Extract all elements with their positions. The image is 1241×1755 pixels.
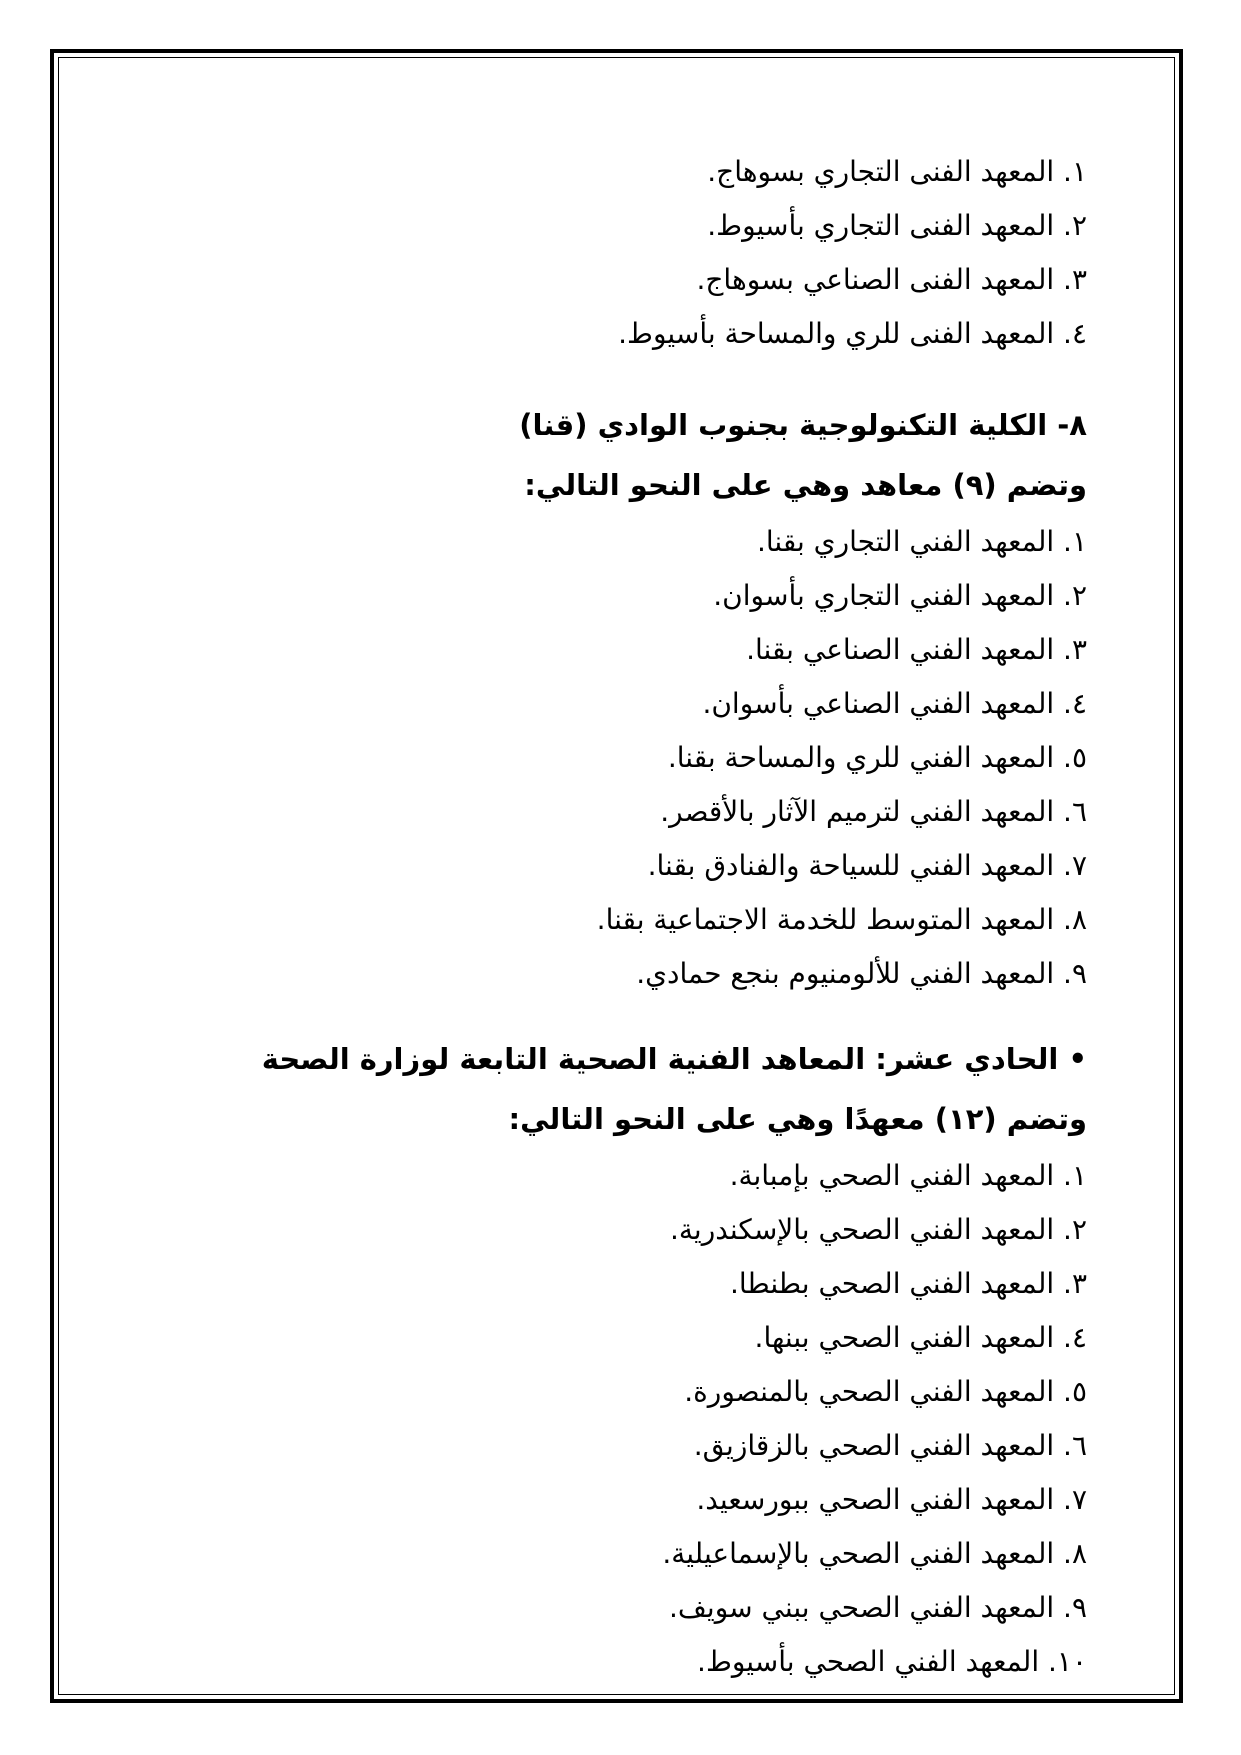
list-item: ٢. المعهد الفني التجاري بأسوان.: [713, 579, 1087, 612]
section-spacer: [227, 361, 1087, 395]
list-item: ١. المعهد الفني الصحي بإمبابة.: [729, 1159, 1087, 1192]
list-item: ٩. المعهد الفني للألومنيوم بنجع حمادي.: [636, 957, 1087, 990]
list-item: ٤. المعهد الفني الصحي ببنها.: [754, 1321, 1087, 1354]
list-item: ٣. المعهد الفني الصحي بطنطا.: [729, 1267, 1087, 1300]
list-item: ١. المعهد الفني التجاري بقنا.: [756, 525, 1087, 558]
section-title: ٨- الكلية التكنولوجية بجنوب الوادي (قنا): [519, 408, 1087, 442]
document-body: [227, 145, 1087, 1689]
list-item: ٥. المعهد الفني للري والمساحة بقنا.: [667, 741, 1087, 774]
section-title: • الحادي عشر: المعاهد الفنية الصحية التابعة لوزارة الصحة: [261, 1042, 1087, 1076]
list-item: ٨. المعهد الفني الصحي بالإسماعيلية.: [662, 1537, 1087, 1570]
section-south-valley-college: [227, 395, 1087, 1001]
section-health-institutes: [227, 1029, 1087, 1689]
list-item: ٣. المعهد الفنى الصناعي بسوهاج.: [696, 263, 1087, 296]
section-subtitle: وتضم (٩) معاهد وهي على النحو التالي:: [524, 468, 1087, 502]
list-item: ٤. المعهد الفني الصناعي بأسوان.: [702, 687, 1087, 720]
list-item: ٣. المعهد الفني الصناعي بقنا.: [746, 633, 1087, 666]
list-item: ٩. المعهد الفني الصحي ببني سويف.: [669, 1591, 1087, 1624]
list-item: ٧. المعهد الفني للسياحة والفنادق بقنا.: [647, 849, 1087, 882]
list-item: ٨. المعهد المتوسط للخدمة الاجتماعية بقنا.: [596, 903, 1087, 936]
list-item: ٧. المعهد الفني الصحي ببورسعيد.: [696, 1483, 1087, 1516]
section-subtitle: وتضم (١٢) معهدًا وهي على النحو التالي:: [508, 1102, 1087, 1136]
list-item: ٢. المعهد الفنى التجاري بأسيوط.: [707, 209, 1087, 242]
list-item: ٥. المعهد الفني الصحي بالمنصورة.: [684, 1375, 1087, 1408]
list-item: ٦. المعهد الفني الصحي بالزقازيق.: [693, 1429, 1087, 1462]
list-item: ١٠. المعهد الفني الصحي بأسيوط.: [697, 1645, 1087, 1678]
list-item: ٢. المعهد الفني الصحي بالإسكندرية.: [669, 1213, 1087, 1246]
list-item: ٦. المعهد الفني لترميم الآثار بالأقصر.: [660, 795, 1087, 828]
list-item: ١. المعهد الفنى التجاري بسوهاج.: [707, 155, 1087, 188]
section-spacer: [227, 1001, 1087, 1029]
section-sohag-assiut-institutes: [227, 145, 1087, 361]
list-item: ٤. المعهد الفنى للري والمساحة بأسيوط.: [618, 317, 1087, 350]
